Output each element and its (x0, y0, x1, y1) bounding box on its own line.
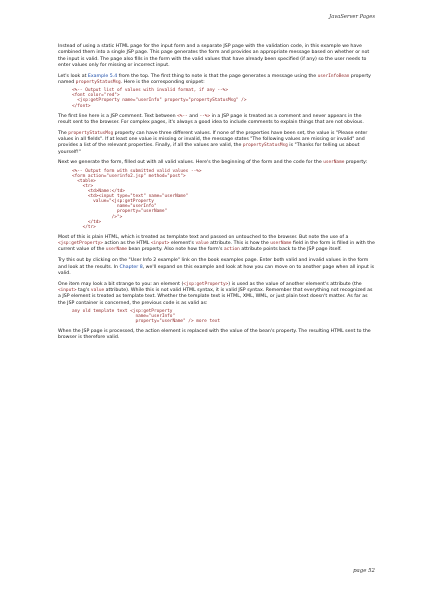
text: ) is used as the value of another element's attribute (the (228, 281, 362, 287)
paragraph-3 (58, 114, 376, 127)
inline-code: <input> (58, 287, 77, 293)
running-header: JavaServer Pages (329, 14, 375, 20)
inline-code: --%> (199, 113, 211, 119)
text: Next we generate the form, filled out with all valid values. Here's the beginning of the form and the code for the (58, 160, 324, 166)
inline-code: propertyStatusMsg (68, 130, 114, 136)
text: action as the HTML (102, 241, 151, 247)
text: property: (344, 160, 368, 166)
text: Try this out by clicking on the "User Info 2 example" link on the book examples page. Enter both valid and invalid values in the form and look at the results. In (58, 258, 369, 270)
text: , we'll expand on this example and look at how you can move on to another page when all input is valid. (58, 264, 375, 276)
code-block-1: <%-- Output list of values with invalid format, if any --%> <font color="red"> <jsp:getProperty name="userInfo" property="propertyStatusMsg" /> </font> (72, 88, 247, 109)
paragraph-5 (58, 160, 376, 166)
text: attribute points back to the JSP page itself. (239, 247, 342, 253)
paragraph-6 (58, 235, 376, 254)
text: The first line here is a JSP comment. Text between (58, 113, 178, 119)
inline-code: userName (105, 247, 128, 253)
inline-code: <jsp:getProperty> (58, 241, 103, 247)
text: One item may look a bit strange to you: an element ( (58, 281, 184, 287)
text: bean property. Also note how the form's (127, 247, 224, 253)
text: property can have three different values. If none of the properties have been set, the value is "Please enter values in all fields". If at least one value is missing or invalid, the message states "The following values are missing or invalid" and provides a list of the relevant properties. Finally, if all the values are valid, the (58, 130, 368, 149)
inline-code: userName (270, 241, 292, 247)
inline-code: value (195, 241, 209, 247)
paragraph-2 (58, 74, 376, 87)
inline-code: action (223, 247, 240, 253)
text: property named (58, 73, 371, 85)
paragraph-4 (58, 131, 376, 156)
code-block-3: any old template text <jsp:getProperty name="userInfo" property="userName" /> more text (72, 308, 221, 325)
text: attribute). While this is not valid HTML syntax, it is valid JSP syntax. Remember that everything not recognized as a JSP element is treated as template text. Whether the template text is HTML, XML, WML, or just plain text doesn't matter. As far as the JSP container is concerned, the previous code is as valid as: (58, 287, 373, 306)
inline-code: propertyStatusMsg (242, 143, 288, 149)
paragraph-1: Instead of using a static HTML page for the input form and a separate JSP page with the validation code, in this example we have combined them into a single JSP page. This page generates the form and provides an appropriate message based on whether or not the input is valid. The page also fills in the form with the valid values that have already been specified (if any) so the user needs to enter values only for missing or incorrect input. (58, 44, 370, 68)
example-link[interactable]: Example 5.4 (87, 73, 118, 79)
text: field in the form is filled in with the current value of the (58, 241, 375, 253)
chapter-link[interactable]: Chapter 8 (119, 264, 143, 270)
text: is "Thanks for telling us about yourself!" (58, 143, 360, 155)
page-number: page 52 (353, 568, 375, 574)
inline-code: <%-- (177, 113, 188, 119)
inline-code: value (90, 287, 105, 293)
text: attribute. This is how the (208, 241, 271, 247)
text: Most of this is plain HTML, which is treated as template text and passed on untouched to the browser. But note the use of a (58, 234, 349, 240)
inline-code: <input> (150, 241, 170, 247)
text: element's (169, 241, 196, 247)
paragraph-7 (58, 258, 376, 277)
paragraph-8 (58, 282, 376, 307)
inline-code: userInfoBean (317, 73, 350, 79)
page-content (58, 44, 376, 346)
text: . Here is the corresponding snippet: (120, 79, 205, 85)
text: in a JSP page is treated as a comment and never appears in the result sent to the browser. For complex pages, it's always a good idea to include comments to explain things that are not obvious. (58, 113, 364, 125)
paragraph-9: When the JSP page is processed, the action element is replaced with the value of the bean's property. The resulting HTML sent to the browser is therefore valid. (58, 329, 371, 341)
text: tag's (76, 287, 91, 293)
inline-code: userName (323, 160, 345, 166)
text: from the top. The first thing to note is that the page generates a message using the (117, 73, 318, 79)
text: and (187, 113, 200, 119)
inline-code: propertyStatusMsg (75, 79, 121, 85)
text: The (58, 130, 69, 136)
code-block-2: <%-- Output form with submitted valid values --%> <form action="userinfo2.jsp" method="post"> <table> <tr> <td>Name:</td> <td><input type="text" name="userName" value="<jsp:getProperty name="userInfo" property="userName" />"> </td> </tr> (72, 168, 202, 230)
text: Let's look at (58, 73, 88, 79)
inline-code: <jsp:getProperty> (183, 281, 229, 287)
